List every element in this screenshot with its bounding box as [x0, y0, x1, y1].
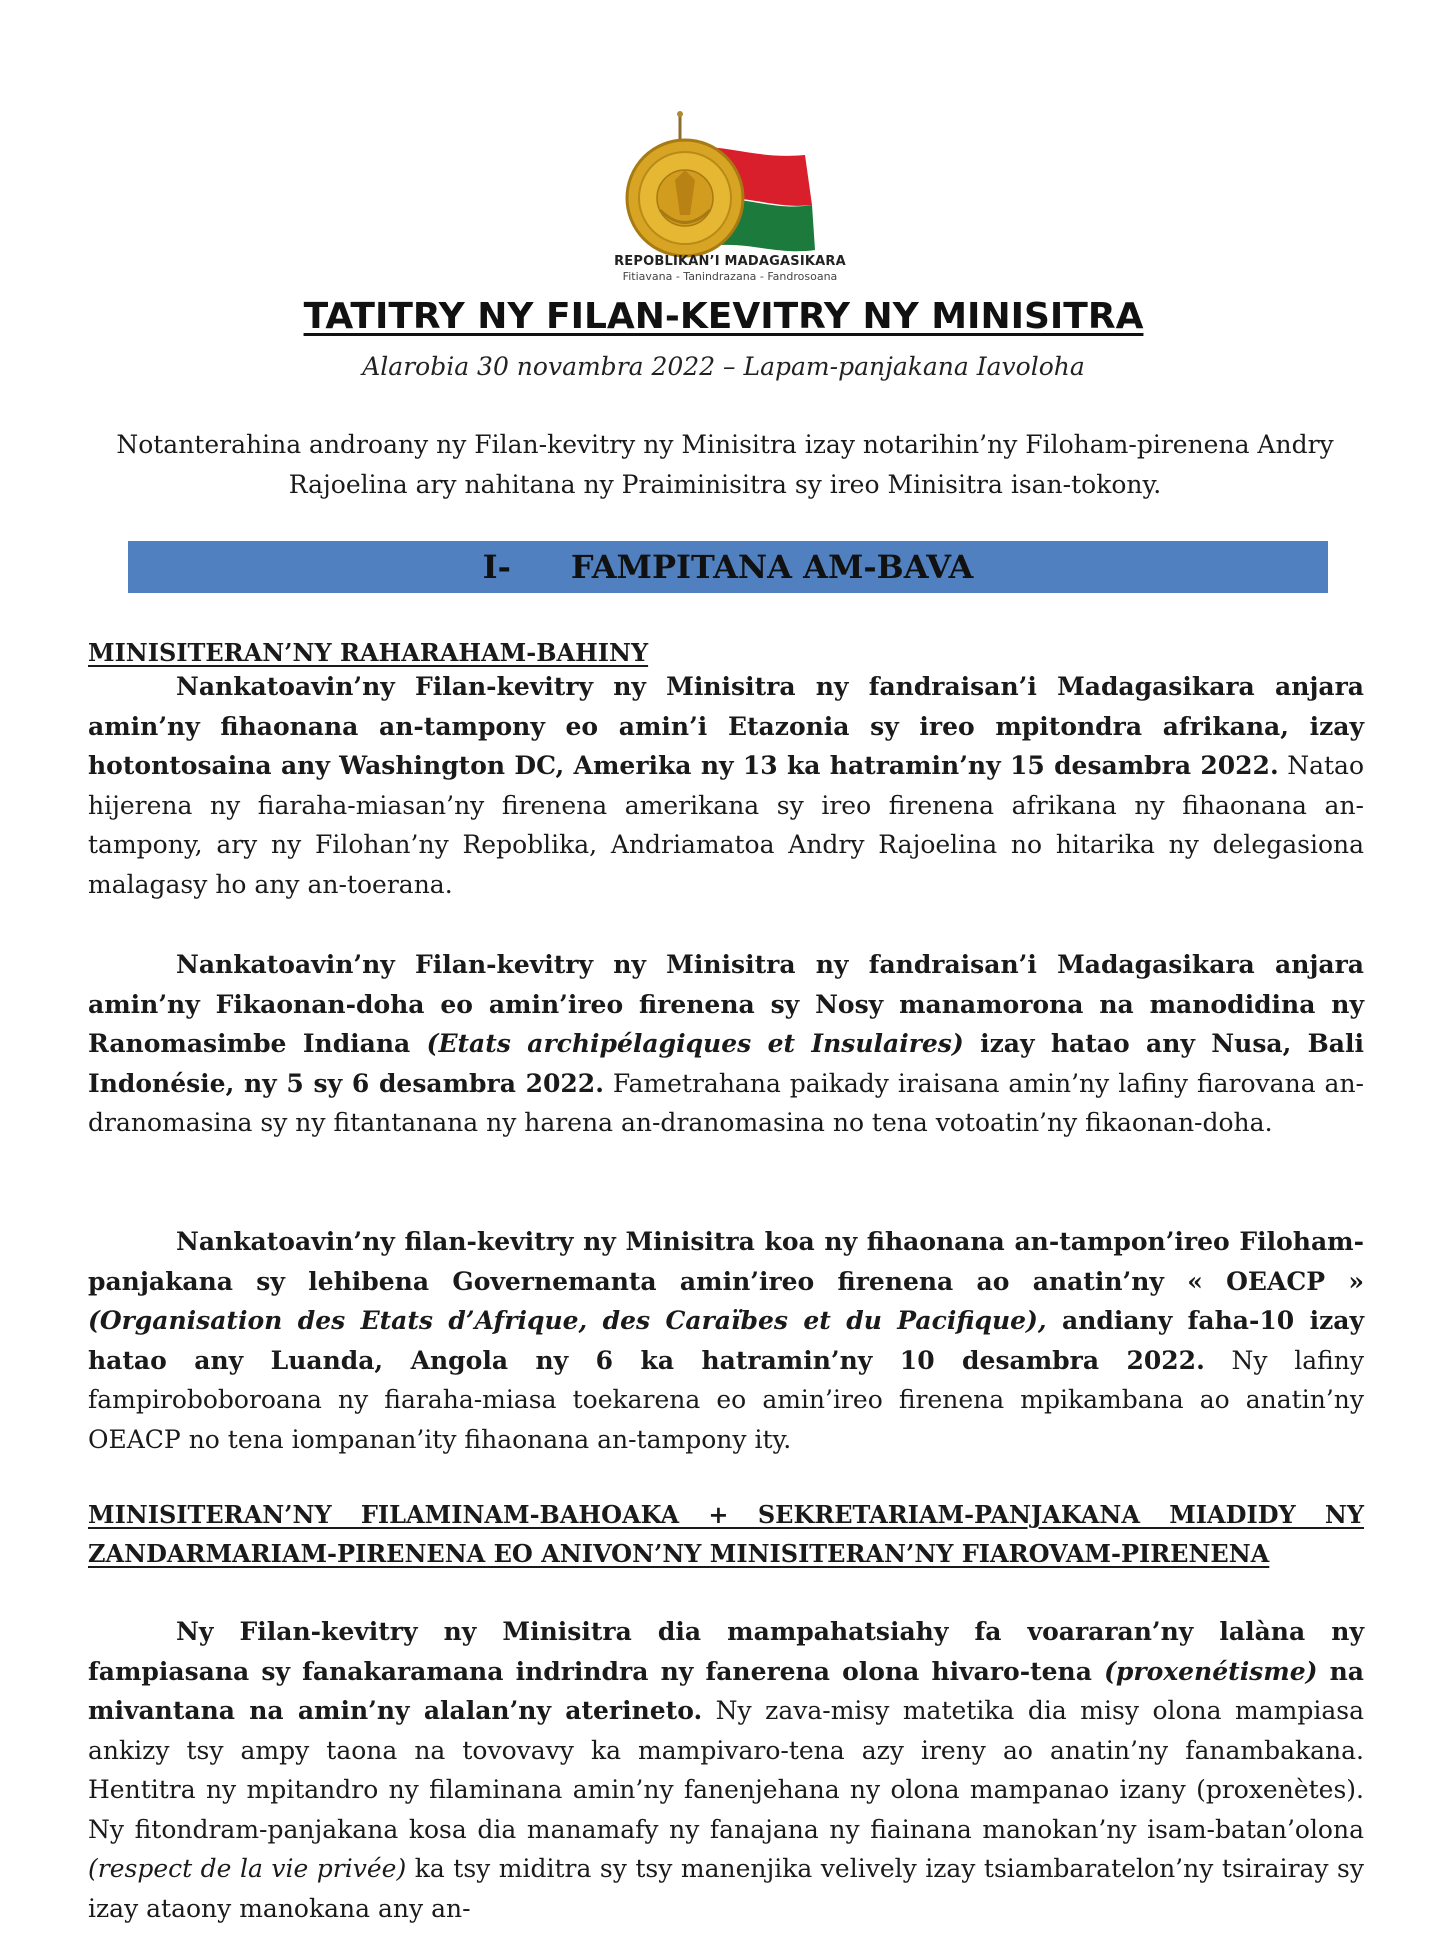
- paragraph-text: Ny lafiny fampiroboboroana ny fiaraha-miasa toekarena eo amin’ireo firenena mpikambana ao anatin’ny OEACP no tena iompanan’ity fihaonana an-tampony ity.: [88, 1345, 1364, 1454]
- paragraph-bold-2: izay hatao any Nusa, Bali Indonésie, ny 5 sy 6 desambra 2022.: [88, 1029, 1364, 1098]
- intro-paragraph: Notanterahina androany ny Filan-kevitry ny Minisitra izay notarihin’ny Filoham-pirenena Andry Rajoelina ary nahitana ny Praiminisitra sy ireo Minisitra isan-tokony.: [116, 430, 1334, 499]
- heading-foreign-affairs: MINISITERAN’NY RAHARAHAM-BAHINY: [88, 638, 649, 667]
- paragraph-washington-summit: [88, 667, 1364, 904]
- section-banner: [128, 541, 1328, 593]
- paragraph-text-2: ka tsy miditra sy tsy manenjika velively izay tsiambaratelon’ny tsirairay sy izay ataony manokana any an-: [88, 1854, 1365, 1923]
- paragraph-text: Fametrahana paikady iraisana amin’ny lafiny fiarovana an-dranomasina sy ny fitantanana ny harena an-dranomasina no tena votoatin’ny fikaonan-doha.: [88, 1068, 1365, 1137]
- paragraph-bold: Nankatoavin’ny filan-kevitry ny Minisitra koa ny fihaonana an-tampon’ireo Filoham-panjakana sy lehibena Governemanta amin’ireo firenena ao anatin’ny « OEACP »: [88, 1227, 1364, 1296]
- motto: Fitiavana - Tanindrazana - Fandrosoana: [622, 270, 838, 283]
- paragraph-italic: (respect de la vie privée): [88, 1854, 407, 1883]
- section-number: I-: [482, 548, 511, 586]
- section-title: FAMPITANA AM-BAVA: [570, 548, 974, 586]
- republic-name: REPOBLIKAN’I MADAGASIKARA: [614, 254, 846, 269]
- paragraph-bold: Nankatoavin’ny Filan-kevitry ny Minisitra ny fandraisan’i Madagasikara anjara amin’ny Fikaonan-doha eo amin’ireo firenena sy Nosy manamorona na manodidina ny Ranomasimbe Indiana: [88, 950, 1364, 1058]
- paragraph-italic-bold: (proxenétisme): [1104, 1656, 1318, 1686]
- paragraph-bold: Ny Filan-kevitry ny Minisitra dia mampahatsiahy fa voararan’ny lalàna ny fampiasana sy fanakaramana indrindra ny fanerena olona hivaro-tena: [88, 1617, 1364, 1686]
- paragraph-bold: Nankatoavin’ny Filan-kevitry ny Minisitra ny fandraisan’i Madagasikara anjara amin’ny fihaonana an-tampony eo amin’i Etazonia sy ireo mpitondra afrikana, izay hotontosaina any Washington DC, Amerika ny 13 ka hatramin’ny 15 desambra 2022.: [88, 672, 1364, 780]
- paragraph-italic-bold: (Organisation des Etats d’Afrique, des Caraïbes et du Pacifique),: [88, 1306, 1047, 1335]
- paragraph-indian-ocean-summit: [88, 945, 1364, 1143]
- paragraph-italic-bold: (Etats archipélagiques et Insulaires): [426, 1029, 964, 1058]
- heading-public-security: MINISITERAN’NY FILAMINAM-BAHOAKA + SEKRETARIAM-PANJAKANA MIADIDY NY ZANDARMARIAM-PIRENENA EO ANIVON’NY MINISITERAN’NY FIAROVAM-PIRENENA: [88, 1500, 1364, 1568]
- paragraph-bold-2: na mivantana na amin’ny alalan’ny aterineto.: [88, 1656, 1364, 1725]
- paragraph-text: Ny zava-misy matetika dia misy olona mampiasa ankizy tsy ampy taona na tovovavy ka mampivaro-tena azy ireny ao anatin’ny fanambakana. Hentitra ny mpitandro ny filaminana amin’ny fanenjehana ny olona mampanao izany (proxenètes). Ny fitondram-panjakana kosa dia manamafy ny fanajana ny fiainana manokan’ny isam-batan’olona: [88, 1696, 1364, 1844]
- paragraph-text: Natao hijerena ny fiaraha-miasan’ny firenena amerikana sy ireo firenena afrikana ny fihaonana an-tampony, ary ny Filohan’ny Repoblika, Andriamatoa Andry Rajoelina no hitarika ny delegasiona malagasy ho any an-toerana.: [88, 751, 1365, 899]
- paragraph-oeacp-summit: [88, 1222, 1364, 1459]
- paragraph-bold-2: andiany faha-10 izay hatao any Luanda, Angola ny 6 ka hatramin’ny 10 desambra 2022.: [88, 1306, 1364, 1375]
- document-date: Alarobia 30 novambra 2022 – Lapam-panjakana Iavoloha: [362, 352, 1085, 381]
- paragraph-proxenetism: [88, 1612, 1364, 1928]
- document-title: TATITRY NY FILAN-KEVITRY NY MINISITRA: [303, 296, 1144, 337]
